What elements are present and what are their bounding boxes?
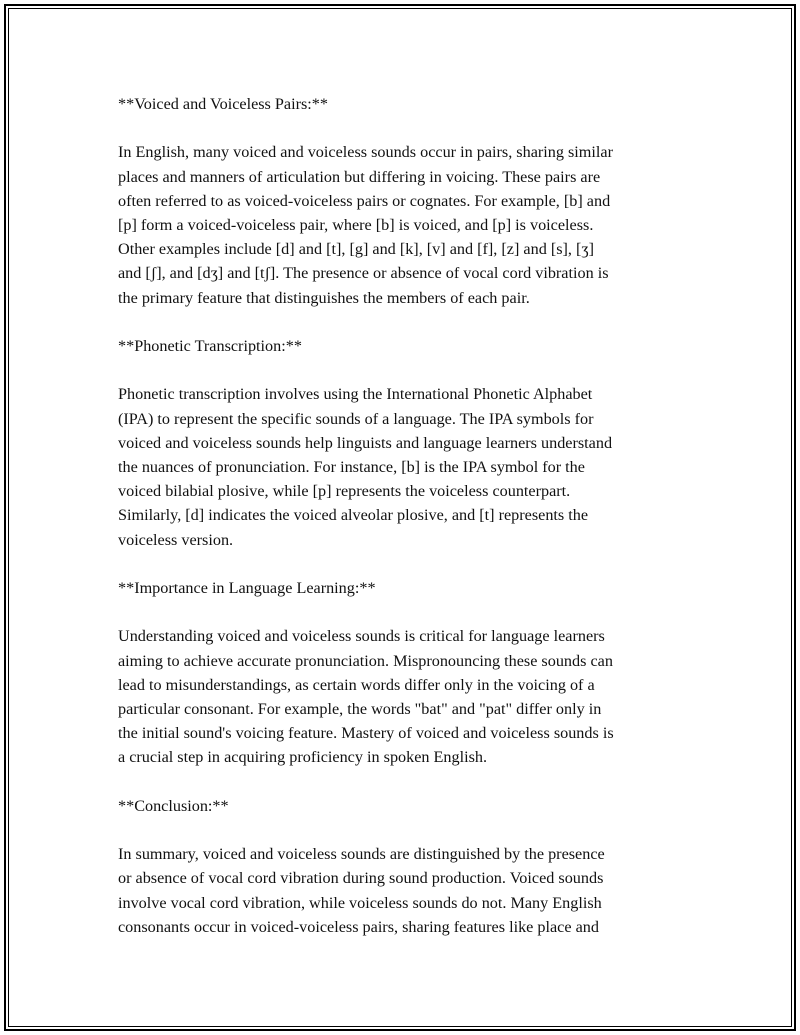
- paragraph-phonetic-transcription: Phonetic transcription involves using the International Phonetic Alphabet (IPA) to represent the specific sounds of a language. The IPA symbols for voiced and voiceless sounds help linguists and language learners understand the nuances of pronunciation. For instance, [b] is the IPA symbol for the voiced bilabial plosive, while [p] represents the voiceless counterpart. Similarly, [d] indicates the voiced alveolar plosive, and [t] represents the voiceless version.: [118, 385, 613, 549]
- document-body: [118, 92, 688, 963]
- paragraph-importance-language-learning: Understanding voiced and voiceless sounds is critical for language learners aiming to achieve accurate pronunciation. Mispronouncing these sounds can lead to misunderstandings, as certain words differ only in the voicing of a particular consonant. For example, the words "bat" and "pat" differ only in the initial sound's voicing feature. Mastery of voiced and voiceless sounds is a crucial step in acquiring proficiency in spoken English.: [118, 627, 614, 767]
- heading-phonetic-transcription: **Phonetic Transcription:**: [118, 337, 302, 355]
- paragraph-conclusion: In summary, voiced and voiceless sounds are distinguished by the presence or absence of vocal cord vibration during sound production. Voiced sounds involve vocal cord vibration, while voiceless sounds do not. Many English consonants occur in voiced-voiceless pairs, sharing features like place and: [118, 845, 605, 936]
- heading-voiced-voiceless-pairs: **Voiced and Voiceless Pairs:**: [118, 95, 328, 113]
- paragraph-voiced-voiceless-pairs: In English, many voiced and voiceless sounds occur in pairs, sharing similar places and manners of articulation but differing in voicing. These pairs are often referred to as voiced-voiceless pairs or cognates. For example, [b] and [p] form a voiced-voiceless pair, where [b] is voiced, and [p] is voiceless. Other examples include [d] and [t], [g] and [k], [v] and [f], [z] and [s], [ʒ] and [ʃ], and [dʒ] and [tʃ]. The presence or absence of vocal cord vibration is the primary feature that distinguishes the members of each pair.: [118, 143, 613, 307]
- heading-conclusion: **Conclusion:**: [118, 796, 229, 815]
- heading-importance-language-learning: **Importance in Language Learning:**: [118, 579, 376, 597]
